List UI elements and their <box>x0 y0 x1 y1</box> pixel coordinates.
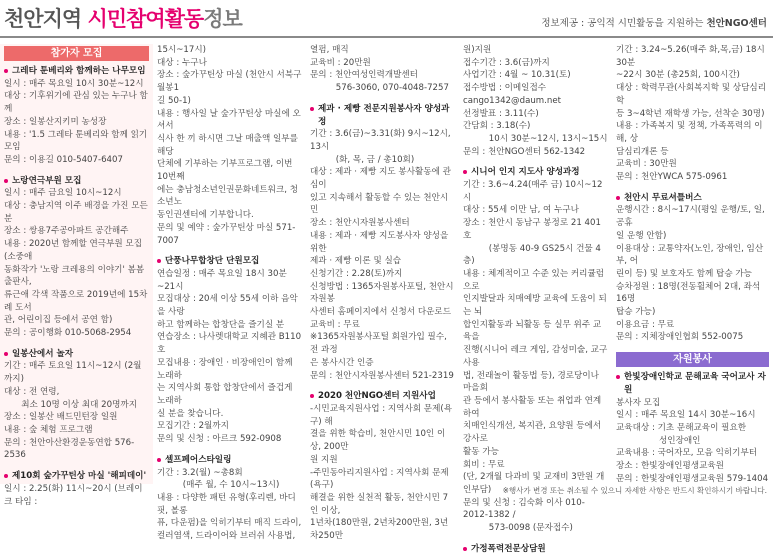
title-part-highlight: 시민참여활동 <box>87 7 204 31</box>
info-line: 문의 : 지체장애인협회 552-0075 <box>616 332 744 343</box>
info-line: 등 3~4학년 재학생 가능, 선착순 30명) <box>616 108 765 119</box>
info-line: 문의 및 신청 : 김숙화 이사 010-2012-1382 / <box>463 497 585 521</box>
page-header <box>0 0 773 38</box>
info-line: 퓨, 다운펌)을 익히기부터 매직 드라이, <box>157 518 302 529</box>
info-line: 문의 : 천안아산환경운동연합 576-2536 <box>4 437 135 461</box>
info-line: 문의 및 신청 : 아르크 592-0908 <box>157 434 282 445</box>
column-4 <box>459 44 612 554</box>
info-line: 내용 : 행사일 날 숲가꾸틴상 마실에 오셔서 <box>157 108 301 132</box>
event-title <box>4 470 149 483</box>
info-line: 문의 : 천안시자원봉사센터 521-2319 <box>310 370 454 381</box>
info-line: (단, 2개월 다과비 및 교재비 3만원 개인부담) <box>463 472 605 495</box>
info-line: 사센터 홈페이지에서 신청서 다운로드 <box>310 307 452 318</box>
info-line: 접수방법 : 이메일접수 cango1342@daum.net <box>463 83 561 106</box>
info-line: 장소 : 쌍용7주공아파트 공간해주 <box>4 226 129 237</box>
event-title <box>4 175 149 188</box>
continued-entry <box>616 44 769 184</box>
info-line: 간담회 : 3.18(수) <box>463 121 531 132</box>
info-line: 사업기간 : 4월 ~ 10.31(토) <box>463 70 571 81</box>
info-line: 동화작가 '노랑 크레용의 이야기' 봄봄출판사, <box>4 264 145 288</box>
info-line: (봉명동 40-9 GS25시 건물 4층) <box>463 243 601 267</box>
event-title <box>157 454 302 467</box>
info-line: 내용 : 숲 체험 프로그램 <box>4 424 93 435</box>
bullet-icon <box>157 259 161 263</box>
column-5 <box>612 44 773 484</box>
info-line: 교육내용 : 국어자모, 모음 익히기부터 <box>616 448 758 459</box>
event-entry <box>310 103 455 382</box>
event-title <box>463 543 608 555</box>
info-line: 린이 등) 및 보호자도 함께 탑승 가능 <box>616 268 752 279</box>
info-line: 승차정원 : 18명(전동휠체어 2대, 좌석 16명 <box>616 281 761 305</box>
bullet-icon <box>310 394 314 398</box>
info-line: 1년차(180만원, 2년차200만원, 3년차250만 <box>310 518 449 542</box>
bullet-icon <box>4 179 8 183</box>
event-title-text: 제과 · 제빵 전문지원봉사자 양성과정 <box>318 103 450 127</box>
info-line: 컬러염색, 드라이어와 브러쉬 사용법, <box>157 531 296 542</box>
info-line: -주민동아리지원사업 : 지역사회 문제(욕구) <box>310 467 449 491</box>
event-title <box>310 390 455 403</box>
info-line: 식사 한 끼 하시면 그날 매출액 일부를 해당 <box>157 133 298 157</box>
info-line: 교육비 : 20만원 <box>310 57 371 68</box>
info-line: 문의 : 이용길 010-5407-6407 <box>4 154 123 165</box>
info-line: 인지발달과 치매예방 교육에 도움이 되는 뇌 <box>463 294 607 318</box>
info-line: 관 등에서 봉사활동 또는 취업과 연계하여 <box>463 395 602 419</box>
info-line: 내용 : 다양한 패턴 유형(후리렌, 바디핏, 볼롱 <box>157 492 296 516</box>
event-entry <box>157 255 302 446</box>
info-line: 최소 10명 이상 최대 20명까지 <box>4 399 138 410</box>
info-line: 내용 : 체계적이고 수준 있는 커리큘럼으로 <box>463 268 605 292</box>
info-line: 장소 : 한빛장애인평생교육원 <box>616 461 724 472</box>
info-line: ※1365자원봉사포털 회원가입 필수, 전 과정 <box>310 332 447 356</box>
event-entry <box>4 65 149 167</box>
column-recruitment <box>0 44 153 507</box>
info-line: 봉사자 모집 <box>616 397 661 408</box>
info-line: 기간 : 매주 토요일 11시~12시 (2월까지) <box>4 361 142 385</box>
event-entry <box>463 543 608 555</box>
event-entry <box>157 454 302 543</box>
info-line: 대상 : 학력무관(사회복지학 및 상담심리학 <box>616 83 767 106</box>
event-entry <box>310 390 455 542</box>
info-line: 대상 : 기후위기에 관심 있는 누구나 함께 <box>4 91 148 115</box>
info-line: (화, 목, 금 / 총10회) <box>310 154 415 165</box>
info-line: 10시 30분~12시, 13시~15시 <box>463 133 608 144</box>
info-line: 신청기간 : 2.28(토)까지 <box>310 268 403 279</box>
info-line: 일시 : 매주 목요일 10시 30분~12시 <box>4 78 144 89</box>
event-title <box>4 348 149 361</box>
event-entry <box>616 371 769 485</box>
info-credit <box>541 15 767 29</box>
info-line: 교육대상 : 기초 문해교육이 필요한 <box>616 422 747 433</box>
info-line: 원)지원 <box>463 45 492 55</box>
section-title-volunteer: 자원봉사 <box>616 352 769 367</box>
info-line: 결을 위한 학습비, 천안시민 10인 이상, 200만 <box>310 429 446 453</box>
event-title-text: 일봉산에서 놀자 <box>12 348 74 359</box>
info-line: 활동 가능 <box>463 446 499 457</box>
info-line: 열펌, 매직 <box>310 45 349 55</box>
info-line: 제과 · 제빵 이론 및 실습 <box>310 256 402 267</box>
info-line: 내용 : 가족복지 및 정책, 가족폭력의 이해, 상 <box>616 121 763 144</box>
info-line: 15시~17시) <box>157 45 207 55</box>
event-entry <box>4 470 149 508</box>
continued-entry <box>463 44 608 158</box>
info-line: 동인권센터에 기부합니다. <box>157 210 254 221</box>
title-part-info: 정보 <box>203 7 242 31</box>
event-title-text: 가정폭력전문상담원 <box>471 543 546 554</box>
title-part-region: 천안지역 <box>4 7 88 31</box>
info-line: 연습장소 : 나사렛대학교 지혜관 B110호 <box>157 332 302 356</box>
info-line: 대상 : 충남지역 이주 배경을 가진 모든 분 <box>4 201 148 224</box>
info-line: 문의 : 천안NGO센터 562-1342 <box>463 146 586 157</box>
info-line: (매주 월, 수 10시~13시) <box>157 480 280 491</box>
credit-org: 천안NGO센터 <box>706 18 767 29</box>
info-line: 선정발표 : 3.11(수) <box>463 108 539 119</box>
event-title-text: 단풍나무합창단 단원모집 <box>165 256 260 267</box>
info-line: 하고 함께하는 합창단을 즐기실 분 <box>157 319 285 330</box>
info-line: 는 지역사회 통합 합창단에서 즐겁게 노래하 <box>157 383 293 406</box>
info-line: 실 분을 찾습니다. <box>157 408 224 419</box>
bullet-icon <box>463 170 467 174</box>
info-line: 법, 전래놀이 활동법 등), 경로당이나 마을회 <box>463 370 599 394</box>
info-line: 내용 : '1.5 그레타 툰베리와 함께 읽기모임 <box>4 129 148 153</box>
info-line: 기간 : 3.6(금)~3.31(화) 9시~12시, 13시 <box>310 129 451 152</box>
event-title-text: 셀프페어스타일링 <box>165 454 232 465</box>
info-line: 기간 : 3.2(월) ~총8회 <box>157 467 243 478</box>
info-line: 신청방법 : 1365자원봉사포털, 천안시자원봉 <box>310 281 454 305</box>
credit-prefix: 정보제공 : 공익적 시민활동을 지원하는 <box>541 18 707 29</box>
event-title-text: 2020 천안NGO센터 지원사업 <box>318 391 436 402</box>
event-title-text: 한빛장애인학교 문해교육 국어교사 자원 <box>624 372 766 395</box>
bullet-icon <box>4 69 8 73</box>
event-entry <box>463 166 608 534</box>
event-title-text: 천안시 무료셔틀버스 <box>624 192 702 203</box>
info-line: 원 지원 <box>310 454 338 465</box>
event-title <box>4 65 149 78</box>
info-line: 이용대상 : 교통약자(노인, 장애인, 임산부, 어 <box>616 243 764 267</box>
info-line: 문의 : 한빛장애인평생교육원 579-1404 <box>616 473 769 484</box>
bullet-icon <box>616 196 620 200</box>
info-line: 대상 : 누구나 <box>157 57 207 68</box>
info-line: 회비 : 무료 <box>463 459 505 470</box>
column-2 <box>153 44 306 542</box>
page-title <box>4 3 242 33</box>
info-line: 일시 : 매주 금요일 10시~12시 <box>4 188 122 199</box>
info-line: 일시 : 2.25(화) 11시~20시 (브레이크 타임 : <box>4 483 143 507</box>
info-line: 은 봉사시간 인증 <box>310 357 374 368</box>
info-line: 단체에 기부하는 기부프로그램, 이번 10번째 <box>157 159 293 183</box>
info-line: 대상 : 55세 이만 남, 여 누구나 <box>463 205 579 216</box>
info-line: 운행시간 : 8시~17시(평일 운행/토, 일, 공휴 <box>616 205 765 229</box>
continued-entry <box>157 44 302 247</box>
info-line: 일 운행 안함) <box>616 230 667 241</box>
info-line: 문의 : 공이행화 010-5068-2954 <box>4 328 132 339</box>
info-line: 기간 : 3.24~5.26(매주 화,목,금) 18시 30분 <box>616 45 765 68</box>
bullet-icon <box>157 458 161 462</box>
info-line: 기간 : 3.6~4.24(매주 금) 10시~12시 <box>463 180 603 203</box>
info-line: 내용 : 제과 · 제빵 지도봉사자 양성을 위한 <box>310 230 449 254</box>
event-title-text: 그레타 툰베리와 함께하는 나무모임 <box>12 66 146 76</box>
info-line: 장소 : 일봉산 배드민턴장 일원 <box>4 412 118 423</box>
info-line: 연습일정 : 매주 목요일 18시 30분~21시 <box>157 268 287 292</box>
info-line: 대상 : 제과 · 제빵 지도 봉사활동에 관심이 <box>310 167 451 191</box>
event-title <box>616 192 769 205</box>
info-line: 접수기간 : 3.6(금)까지 <box>463 57 550 68</box>
info-line: 장소 : 숲가꾸틴상 마실 (천안시 서북구 월봉1 <box>157 70 302 94</box>
info-line: 진행(시니어 레크 게임, 감성미술, 교구사용 <box>463 345 608 368</box>
info-line: 해결을 위한 실천적 활동, 천안시민 7인 이상, <box>310 492 449 516</box>
info-line: 길 50-1) <box>157 95 191 106</box>
info-line: 모집기간 : 2월까지 <box>157 421 229 432</box>
event-title <box>616 371 769 396</box>
info-line: 모집내용 : 장애인 · 비장애인이 함께 노래하 <box>157 357 293 381</box>
event-entry <box>616 192 769 344</box>
info-line: 치매인식개선, 복지관, 요양원 등에서 강사로 <box>463 421 602 445</box>
info-line: 탑승 가능) <box>616 307 656 318</box>
continued-entry <box>310 44 455 95</box>
event-entry <box>4 175 149 340</box>
info-line: 장소 : 천안시자원봉사센터 <box>310 218 410 229</box>
section-title: 참가자 모집 <box>4 46 149 61</box>
info-line: 에는 충남청소년인권문화네트워크, 청소년노 <box>157 184 299 208</box>
event-title <box>310 103 455 128</box>
info-line: 문의 : 천안YWCA 575-0961 <box>616 172 728 183</box>
info-line: 교육비 : 무료 <box>310 319 360 330</box>
info-line: 장소 : 일봉산지키미 농성장 <box>4 116 107 127</box>
info-line: 일시 : 매주 목요일 14시 30분~16시 <box>616 410 756 421</box>
bullet-icon <box>616 375 620 379</box>
info-line: 문의 및 예약 : 숲가꾸틴상 마실 571-7007 <box>157 222 296 246</box>
footer-note: ※행사가 변경 또는 취소될 수 있으니 자세한 사항은 반드시 확인하시기 바랍니다. <box>502 486 767 495</box>
info-line: 대상 : 전 연령, <box>4 386 60 397</box>
info-line: 573-0098 (문자접수) <box>463 523 573 534</box>
info-line: ~22시 30분 (총25회, 100시간) <box>616 70 740 81</box>
bullet-icon <box>4 474 8 478</box>
info-line: 있고 지속해서 활동할 수 있는 천안시민 <box>310 192 449 216</box>
info-line: 장소 : 천안시 동남구 봉정로 21 401호 <box>463 218 601 241</box>
info-line: 이용요금 : 무료 <box>616 319 675 330</box>
event-title-text: 노랑연극부원 모집 <box>12 175 82 186</box>
bullet-icon <box>310 107 314 111</box>
info-line: 모집대상 : 20세 이상 55세 이하 음악을 사랑 <box>157 294 298 318</box>
column-3 <box>306 44 459 542</box>
info-line: 교육비 : 30만원 <box>616 159 677 170</box>
info-line: 관, 어린이집 등에서 공연 함) <box>4 315 113 326</box>
info-line: 문의 : 천안여성인력개발센터 <box>310 70 418 81</box>
event-title-text: 제10회 숲가꾸틴상 마실 '해피데이' <box>12 471 147 482</box>
info-line: 합인지활동과 뇌활동 등 실무 위주 교육을 <box>463 319 602 343</box>
bullet-icon <box>4 352 8 356</box>
info-line: 내용 : 2020년 함께할 연극부원 모집(소중애 <box>4 239 143 262</box>
event-entry <box>4 348 149 462</box>
info-line: 576-3060, 070-4048-7257 <box>310 83 449 94</box>
bullet-icon <box>463 547 467 551</box>
event-title <box>463 166 608 179</box>
info-line: 담심리개론 등 <box>616 146 669 157</box>
info-line: 류근애 각색 작품으로 2019년에 15차례 도서 <box>4 289 148 313</box>
info-line: 성인장애인 <box>616 435 701 446</box>
event-title <box>157 255 302 268</box>
event-title-text: 시니어 인지 지도사 양성과정 <box>471 167 580 178</box>
info-line: -시민교육지원사업 : 지역사회 문제(욕구) 해 <box>310 403 453 427</box>
